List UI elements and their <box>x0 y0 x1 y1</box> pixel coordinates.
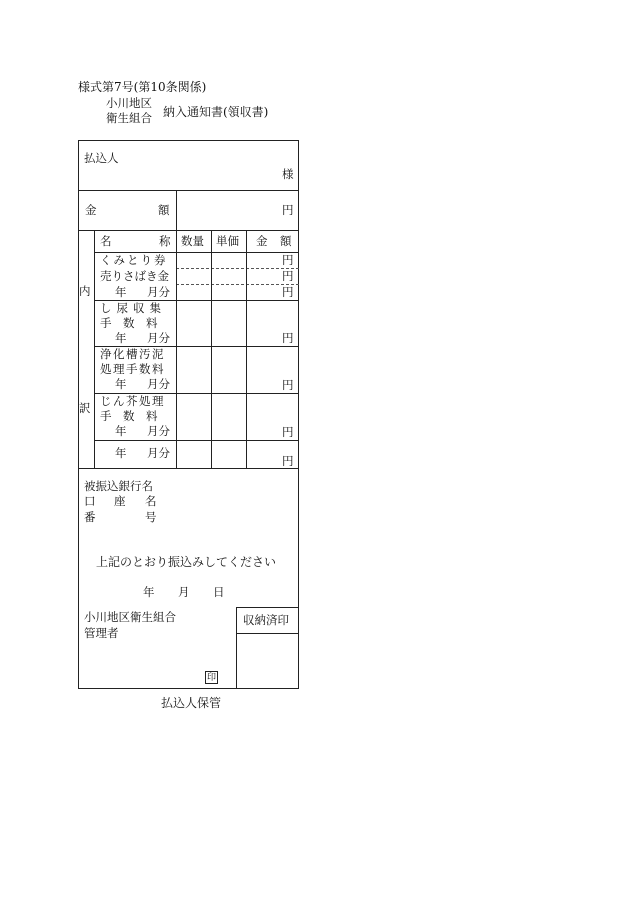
dash-row-1a <box>176 268 299 269</box>
rule-amount-bottom <box>78 230 299 231</box>
row-3-month: 月分 <box>147 377 170 391</box>
rule-stamp-label <box>236 633 299 634</box>
row-2-month: 月分 <box>147 331 170 345</box>
amount-label-right: 額 <box>158 203 170 217</box>
rule-payer-bottom <box>78 190 299 191</box>
breakdown-side-label-bottom: 訳 <box>79 401 91 415</box>
row-4-line-1: じん芥処理 <box>100 394 165 408</box>
row-3-year: 年 <box>115 377 127 391</box>
row-2-line-2: 手 数 料 <box>100 316 158 330</box>
manager-title: 管理者 <box>84 626 119 640</box>
payer-honorific: 様 <box>282 167 294 181</box>
col-unit-price: 単価 <box>216 234 239 248</box>
row-4-unit: 円 <box>282 425 294 439</box>
document-title: 納入通知書(領収書) <box>163 105 269 119</box>
row-2-line-1: し尿収集 <box>100 301 166 315</box>
col-name-left: 名 <box>100 234 112 248</box>
row-1-line-1: くみとり券 <box>100 253 168 267</box>
amount-label-left: 金 <box>85 203 97 217</box>
issuer-line-2: 衛生組合 <box>106 111 152 125</box>
seal-mark: 印 <box>206 673 216 683</box>
date-day-label: 日 <box>213 585 225 599</box>
account-name-label-2: 座 <box>114 494 126 508</box>
row-5-month: 月分 <box>147 446 170 460</box>
issuer-line-1: 小川地区 <box>106 96 152 110</box>
row-2-year: 年 <box>115 331 127 345</box>
row-4-line-2: 手 数 料 <box>100 409 158 423</box>
dash-row-1b <box>176 284 299 285</box>
account-name-label-1: 口 <box>84 494 96 508</box>
bank-name-label: 被振込銀行名 <box>84 479 153 493</box>
payer-label: 払込人 <box>84 151 119 165</box>
breakdown-side-label-top: 内 <box>79 284 91 298</box>
vrule-stamp <box>236 607 237 689</box>
rule-breakdown-bottom <box>78 468 299 469</box>
vrule-amount <box>176 190 177 230</box>
vrule-quantity <box>211 230 212 468</box>
rule-stamp-top <box>236 607 299 608</box>
row-1-unit-3: 円 <box>282 285 294 299</box>
manager-org: 小川地区衛生組合 <box>84 610 176 624</box>
amount-unit: 円 <box>282 203 294 217</box>
row-3-line-1: 浄化槽汚泥 <box>100 347 165 361</box>
instruction-text: 上記のとおり振込みしてください <box>96 555 277 569</box>
number-label-1: 番 <box>84 510 96 524</box>
date-month-label: 月 <box>178 585 190 599</box>
vrule-name <box>176 230 177 468</box>
row-1-month: 月分 <box>147 285 170 299</box>
col-quantity: 数量 <box>181 234 204 248</box>
footer-note: 払込人保管 <box>161 696 222 710</box>
rule-row-4 <box>94 440 299 441</box>
row-1-unit-1: 円 <box>282 253 294 267</box>
row-1-unit-2: 円 <box>282 269 294 283</box>
row-1-line-2: 売りさばき金 <box>100 269 169 283</box>
col-name-right: 称 <box>159 234 171 248</box>
row-3-unit: 円 <box>282 378 294 392</box>
row-3-line-2: 処理手数料 <box>100 362 165 376</box>
form-number: 様式第7号(第10条関係) <box>78 80 207 94</box>
row-5-year: 年 <box>115 446 127 460</box>
date-year-label: 年 <box>143 585 155 599</box>
number-label-2: 号 <box>145 510 157 524</box>
col-amount-right: 額 <box>280 234 292 248</box>
vrule-side <box>94 230 95 468</box>
vrule-unitprice <box>246 230 247 468</box>
account-name-label-3: 名 <box>145 494 157 508</box>
row-1-year: 年 <box>115 285 127 299</box>
row-5-unit: 円 <box>282 454 294 468</box>
row-2-unit: 円 <box>282 331 294 345</box>
row-4-month: 月分 <box>147 424 170 438</box>
col-amount-left: 金 <box>256 234 268 248</box>
row-4-year: 年 <box>115 424 127 438</box>
receipt-stamp-label: 収納済印 <box>243 613 289 627</box>
